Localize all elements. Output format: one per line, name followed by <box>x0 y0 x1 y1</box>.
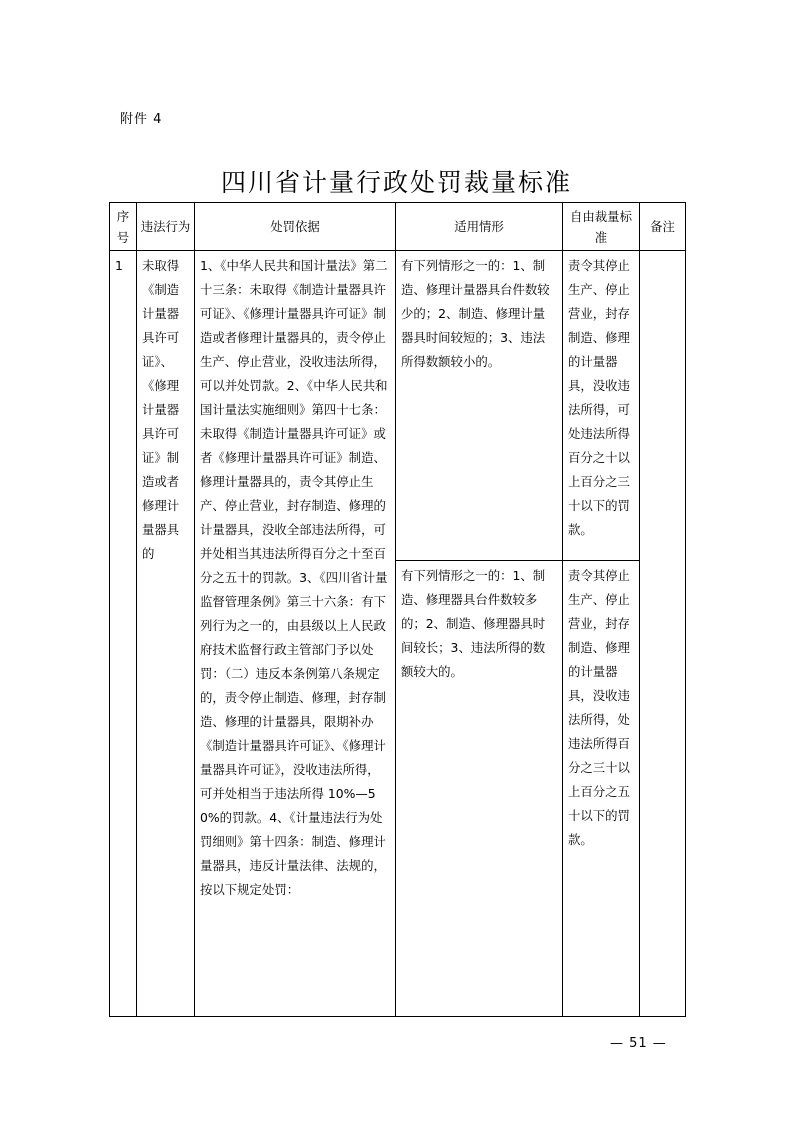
header-violation: 违法行为 <box>137 203 195 251</box>
cell-situation-lighter: 有下列情形之一的：1、制造、修理计量器具台件数较少的；2、制造、修理计量器具时间较短的；3、违法所得数额较小的。 <box>396 251 563 561</box>
header-basis: 处罚依据 <box>195 203 396 251</box>
attachment-label: 附件 4 <box>120 112 163 127</box>
header-standard: 自由裁量标准 <box>563 203 640 251</box>
table-row <box>110 251 686 561</box>
document-title: 四川省计量行政处罚裁量标准 <box>220 167 572 197</box>
cell-violation: 未取得《制造计量器具许可证》、《修理计量器具许可证》制造或者修理计量器具的 <box>137 251 195 1017</box>
cell-standard-heavier: 责令其停止生产、停止营业，封存制造、修理的计量器具，没收违法所得，处违法所得百分之三十以上百分之五十以下的罚款。 <box>563 561 640 1017</box>
cell-situation-heavier: 有下列情形之一的：1、制造、修理器具台件数较多的；2、制造、修理器具时间较长；3、违法所得的数额较大的。 <box>396 561 563 1017</box>
header-no: 序号 <box>110 203 137 251</box>
header-situation: 适用情形 <box>396 203 563 251</box>
header-remark: 备注 <box>640 203 686 251</box>
penalty-standard-table <box>109 202 686 1017</box>
cell-standard-lighter: 责令其停止生产、停止营业，封存制造、修理的计量器具，没收违法所得，可处违法所得百分之十以上百分之三十以下的罚款。 <box>563 251 640 561</box>
cell-basis: 1、《中华人民共和国计量法》第二十三条：未取得《制造计量器具许可证》、《修理计量器具许可证》制造或者修理计量器具的，责令停止生产、停止营业，没收违法所得，可以并处罚款。2、《中华人民共和国计量法实施细则》第四十七条：未取得《制造计量器具许可证》或者《修理计量器具许可证》制造、修理计量器具的，责令其停止生产、停止营业，封存制造、修理的计量器具，没收全部违法所得，可并处相当其违法所得百分之十至百分之五十的罚款。3、《四川省计量监督管理条例》第三十六条：有下列行为之一的，由县级以上人民政府技术监督行政主管部门予以处罚：（二）违反本条例第八条规定的，责令停止制造、修理，封存制造、修理的计量器具，限期补办《制造计量器具许可证》、《修理计量器具许可证》，没收违法所得，可并处相当于违法所得 10%—50%的罚款。4、《计量违法行为处罚细则》第十四条：制造、修理计量器具，违反计量法律、法规的，按以下规定处罚： <box>195 251 396 1017</box>
cell-no: 1 <box>110 251 137 1017</box>
page-number: — 51 — <box>610 1036 667 1051</box>
cell-remark <box>640 251 686 1017</box>
table-header-row <box>110 203 686 251</box>
